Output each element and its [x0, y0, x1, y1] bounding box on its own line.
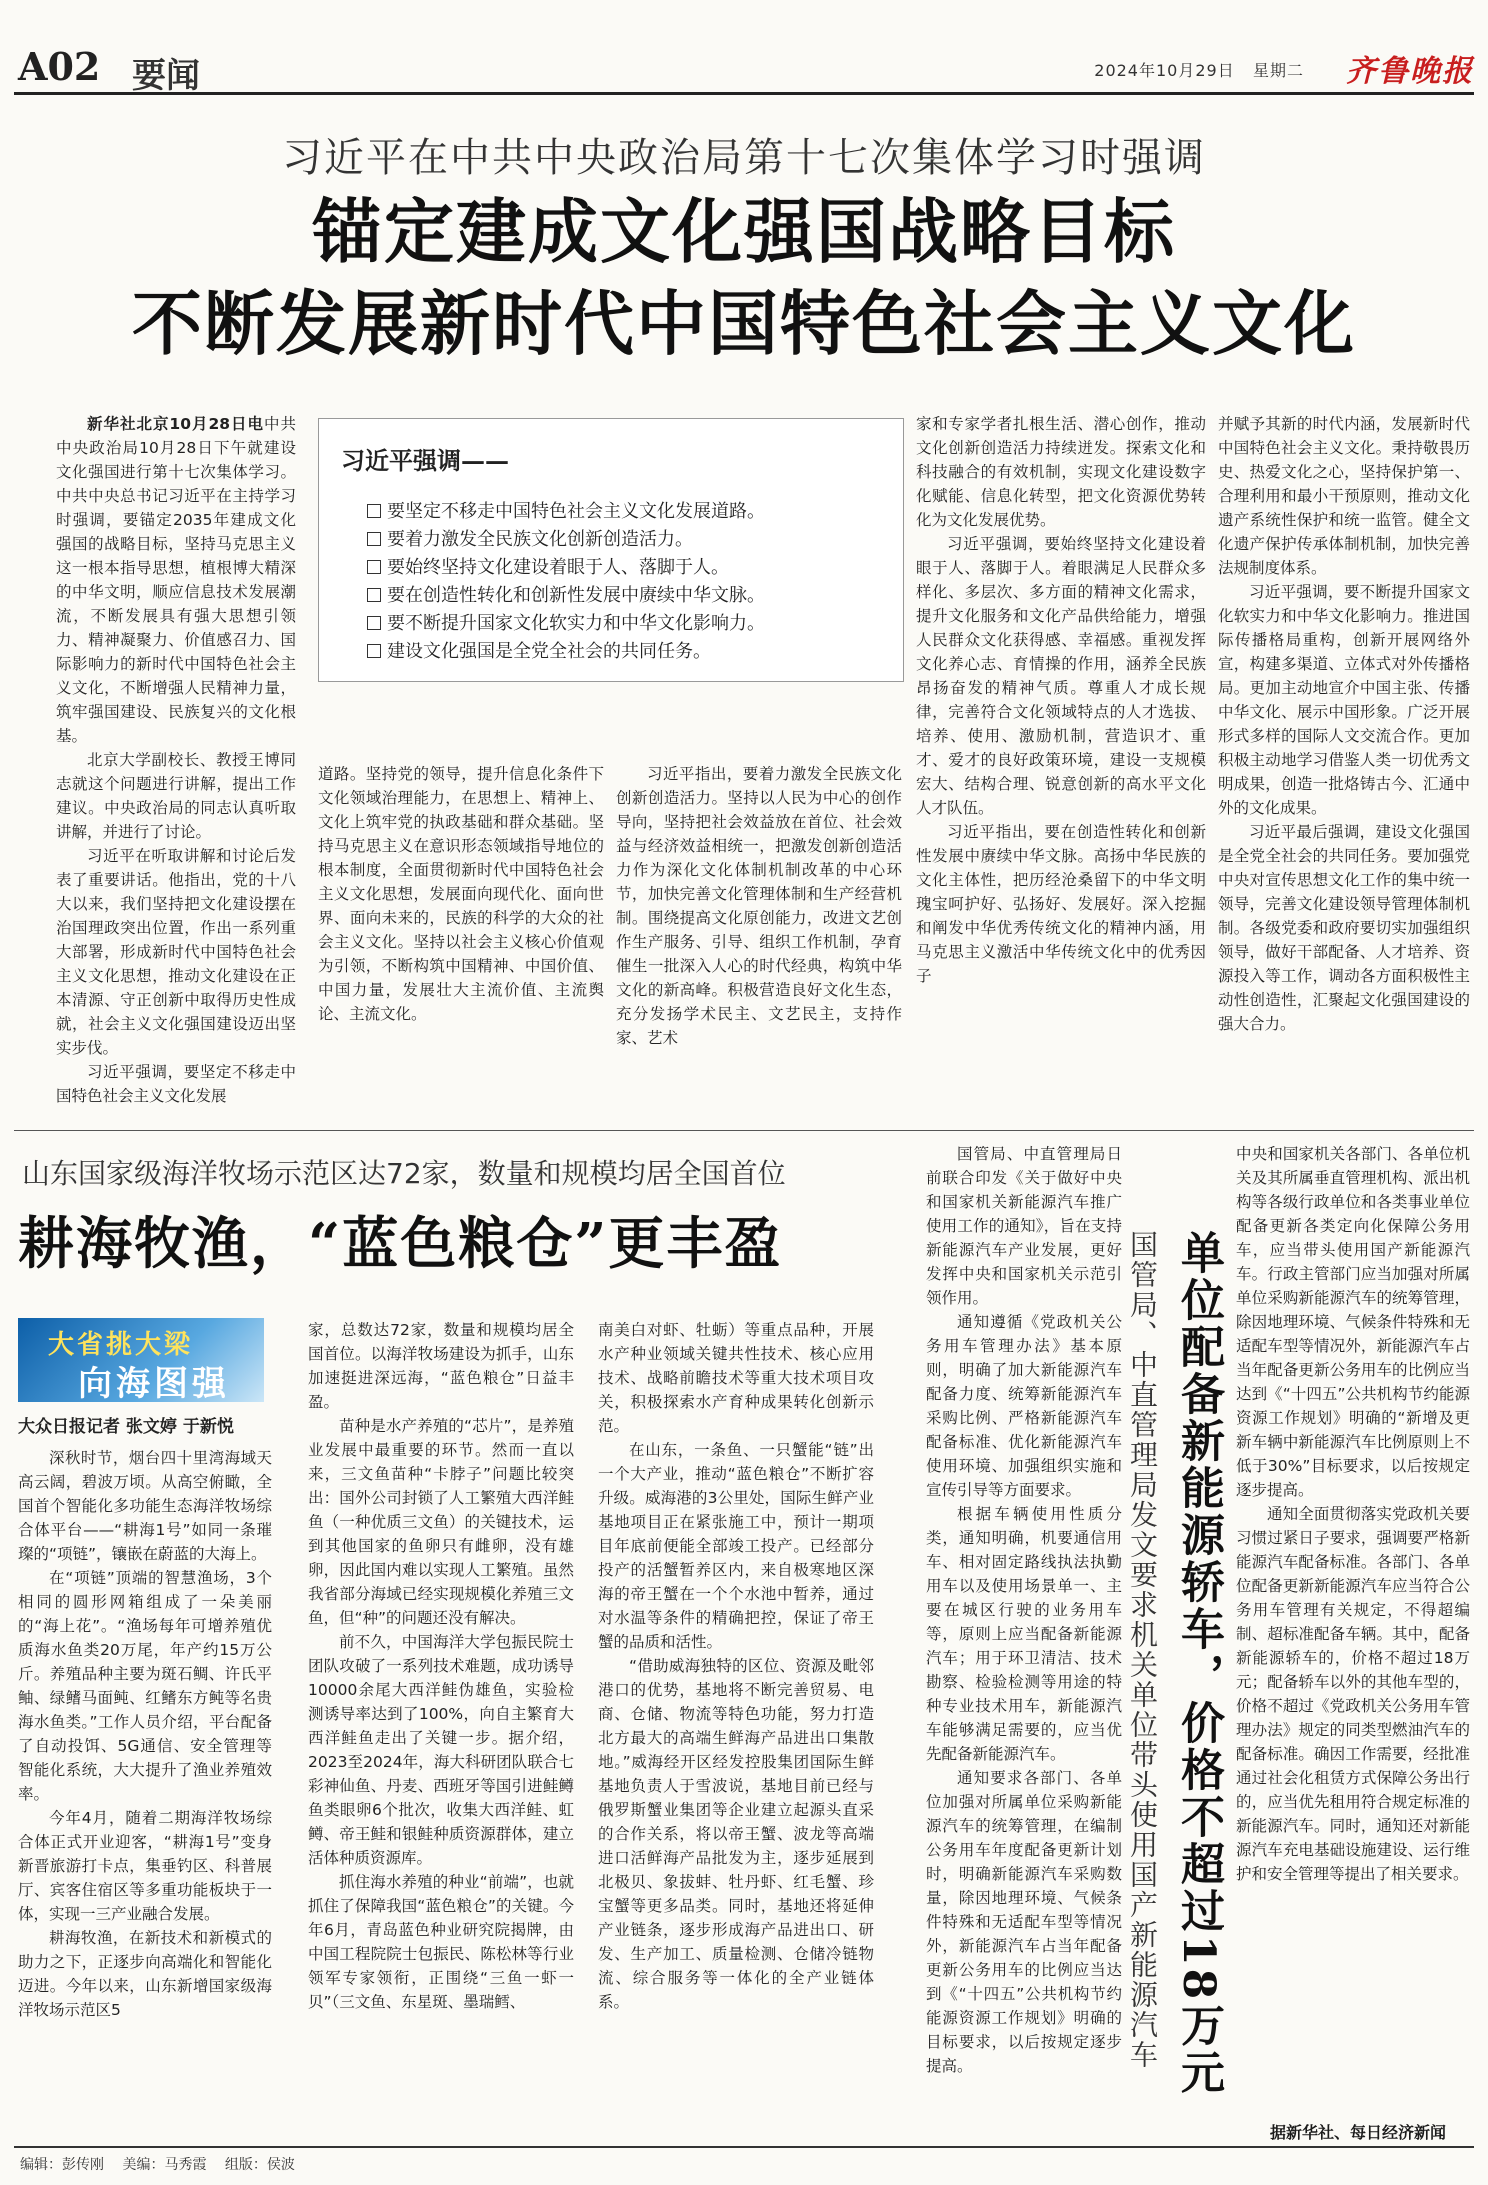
- paragraph: 习近平最后强调，建设文化强国是全党全社会的共同任务。要加强党中央对宣传思想文化工作的集中统一领导，完善文化建设领导管理体制机制。各级党委和政府要切实加强组织领导，做好干部配备、人才培养、资源投入等工作，调动各方面积极性主动性创造性，汇聚起文化强国建设的强大合力。: [1218, 823, 1470, 1033]
- story1-column-5: [1218, 412, 1470, 1060]
- column-banner: [18, 1318, 264, 1402]
- issue-date: [1094, 58, 1304, 81]
- paragraph: 道路。坚持党的领导，提升信息化条件下文化领域治理能力，在思想上、精神上、文化上筑牢党的执政基础和群众基础。坚持马克思主义在意识形态领域指导地位的根本制度，全面贯彻新时代中国特色社会主义文化思想，发展面向现代化、面向世界、面向未来的，民族的科学的大众的社会主义文化。坚持以社会主义核心价值观为引领，不断构筑中国精神、中国价值、中国力量，发展壮大主流价值、主流舆论、主流文化。: [318, 765, 604, 1023]
- paragraph: 并赋予其新的时代内涵，发展新时代中国特色社会主义文化。秉持敬畏历史、热爱文化之心，坚持保护第一、合理利用和最小干预原则，推动文化遗产系统性保护和统一监管。健全文化遗产保护传承体制机制，加快完善法规制度体系。: [1218, 415, 1470, 577]
- paragraph: 中共中央政治局10月28日下午就建设文化强国进行第十七次集体学习。中共中央总书记习近平在主持学习时强调，要锚定2035年建成文化强国的战略目标，坚持马克思主义这一根本指导思想，植根博大精深的中华文明，顺应信息技术发展潮流，不断发展具有强大思想引领力、精神凝聚力、价值感召力、国际影响力的新时代中国特色社会主义文化，不断增强人民精神力量，筑牢强国建设、民族复兴的文化根基。: [56, 415, 296, 745]
- paragraph: 习近平强调，要不断提升国家文化软实力和中华文化影响力。推进国际传播格局重构，创新开展网络外宣，构建多渠道、立体式对外传播格局。更加主动地宣介中国主张、传播中华文化、展示中国形象。广泛开展形式多样的国际人文交流合作。更加积极主动地学习借鉴人类一切优秀文明成果，创造一批烙铸古今、汇通中外的文化成果。: [1218, 583, 1470, 817]
- story3-column-2: [1236, 1142, 1470, 2112]
- section-name: 要闻: [132, 56, 200, 96]
- banner-line2: 向海图强: [78, 1364, 230, 1404]
- callout-item: 要坚定不移走中国特色社会主义文化发展道路。: [367, 497, 765, 523]
- story3-credit: 据新华社、每日经济新闻: [1269, 2123, 1446, 2142]
- callout-item: 要着力激发全民族文化创新创造活力。: [367, 525, 693, 551]
- story1-headline-line1: 锚定建成文化强国战略目标: [312, 190, 1176, 273]
- callout-item: 要在创造性转化和创新性发展中赓续中华文脉。: [367, 581, 765, 607]
- paragraph: 家和专家学者扎根生活、潜心创作，推动文化创新创造活力持续迸发。探索文化和科技融合的有效机制，实现文化建设数字化赋能、信息化转型，把文化资源优势转化为文化发展优势。: [916, 415, 1206, 529]
- story1-column-2: [318, 762, 604, 1060]
- story2-kicker: 山东国家级海洋牧场示范区达72家，数量和规模均居全国首位: [22, 1157, 786, 1190]
- story1-kicker: 习近平在中共中央政治局第十七次集体学习时强调: [282, 135, 1206, 181]
- story1-column-4: [916, 412, 1206, 1060]
- paragraph: 习近平指出，要着力激发全民族文化创新创造活力。坚持以人民为中心的创作导向，坚持把社会效益放在首位、社会效益与经济效益相统一，把激发创新创造活力作为深化文化体制机制改革的中心环节，加快完善文化管理体制和生产经营机制。围绕提高文化原创能力，改进文艺创作生产服务、引导、组织工作机制，孕育催生一批深入人心的时代经典，构筑中华文化的新高峰。积极营造良好文化生态，充分发扬学术民主、文艺民主，支持作家、艺术: [616, 765, 902, 1047]
- paper-logo: 齐鲁晚报: [1346, 54, 1474, 89]
- paragraph: 国管局、中直管理局日前联合印发《关于做好中央和国家机关新能源汽车推广使用工作的通知》，旨在支持新能源汽车产业发展，更好发挥中央和国家机关示范引领作用。: [926, 1145, 1122, 1307]
- paragraph: “借助威海独特的区位、资源及毗邻港口的优势，基地将不断完善贸易、电商、仓储、物流等特色功能，努力打造北方最大的高端生鲜海产品进出口集散地。”威海经开区经发控股集团国际生鲜基地负责人于雪波说，基地目前已经与俄罗斯蟹业集团等企业建立起源头直采的合作关系，将以帝王蟹、波龙等高端进口活鲜海产品批发为主，逐步延展到北极贝、象拔蚌、牡丹虾、红毛蟹、珍宝蟹等更多品类。同时，基地还将延伸产业链条，逐步形成海产品进出口、研发、生产加工、质量检测、仓储冷链物流、综合服务等一体化的全产业链体系。: [598, 1657, 874, 2011]
- callout-item: 要始终坚持文化建设着眼于人、落脚于人。: [367, 553, 729, 579]
- footer-rule: [14, 2146, 1474, 2148]
- editor: 编辑：彭传刚: [20, 2157, 104, 2173]
- masthead: [14, 38, 1474, 95]
- story3-subhead: 国管局、中直管理局发文要求机关单位带头使用国产新能源汽车: [1126, 1230, 1159, 2070]
- paragraph: 通知要求各部门、各单位加强对所属单位采购新能源汽车的统筹管理，在编制公务用车年度配备更新计划时，明确新能源汽车采购数量，除因地理环境、气候条件特殊和无适配车型等情况外，新能源汽车占当年配备更新公务用车的比例应当达到《“十四五”公共机构节约能源资源工作规划》明确的目标要求，以后按规定逐步提高。: [926, 1769, 1122, 2075]
- paragraph: 习近平指出，要在创造性转化和创新性发展中赓续中华文脉。高扬中华民族的文化主体性，把历经沧桑留下的中华文明瑰宝呵护好、弘扬好、发展好。深入挖掘和阐发中华优秀传统文化的精神内涵，用马克思主义激活中华传统文化中的优秀因子: [916, 823, 1206, 985]
- paragraph: 在山东，一条鱼、一只蟹能“链”出一个大产业，推动“蓝色粮仓”不断扩容升级。威海港的3公里处，国际生鲜产业基地项目正在紧张施工中，预计一期项目年底前便能全部竣工投产。已经部分投产的活蟹暂养区内，来自极寒地区深海的帝王蟹在一个个水池中暂养，通过对水温等条件的精确把控，保证了帝王蟹的品质和活性。: [598, 1441, 874, 1651]
- paragraph: 习近平强调，要坚定不移走中国特色社会主义文化发展: [56, 1063, 296, 1105]
- paragraph: 今年4月，随着二期海洋牧场综合体正式开业迎客，“耕海1号”变身新晋旅游打卡点，集垂钓区、科普展厅、宾客住宿区等多重功能板块于一体，实现一三产业融合发展。: [18, 1809, 272, 1923]
- story3-headline: 单位配备新能源轿车，价格不超过18万元: [1173, 1230, 1224, 2097]
- paragraph: 通知全面贯彻落实党政机关要习惯过紧日子要求，强调要严格新能源汽车配备标准。各部门、各单位配备更新新能源汽车应当符合公务用车管理有关规定，不得超编制、超标准配备车辆。其中，配备新能源轿车的，价格不超过18万元；配备轿车以外的其他车型的，价格不超过《党政机关公务用车管理办法》规定的同类型燃油汽车的配备标准。确因工作需要，经批准通过社会化租赁方式保障公务出行的，应当优先租用符合规定标准的新能源汽车。同时，通知还对新能源汽车充电基础设施建设、运行维护和安全管理等提出了相关要求。: [1236, 1505, 1470, 1883]
- paragraph: 南美白对虾、牡蛎）等重点品种，开展水产种业领域关键共性技术、核心应用技术、战略前瞻技术等重大技术项目攻关，积极探索水产育种成果转化创新示范。: [598, 1321, 874, 1435]
- story1-column-1: [56, 412, 296, 1105]
- footer-credits: [20, 2154, 309, 2174]
- paragraph: 北京大学副校长、教授王博同志就这个问题进行讲解，提出工作建议。中央政治局的同志认真听取讲解，并进行了讨论。: [56, 751, 296, 841]
- section-divider: [14, 1130, 1474, 1131]
- story2-headline: 耕海牧渔，“蓝色粮仓”更丰盈: [18, 1211, 783, 1277]
- callout-item: 要不断提升国家文化软实力和中华文化影响力。: [367, 609, 765, 635]
- paragraph: 抓住海水养殖的种业“前端”，也就抓住了保障我国“蓝色粮仓”的关键。今年6月，青岛蓝色种业研究院揭牌，由中国工程院院士包振民、陈松林等行业领军专家领衔，正围绕“三鱼一虾一贝”（三文鱼、东星斑、墨瑞鳕、: [308, 1873, 574, 2011]
- story1-column-3: [616, 762, 902, 1060]
- paragraph: 家，总数达72家，数量和规模均居全国首位。以海洋牧场建设为抓手，山东加速挺进深远海，“蓝色粮仓”日益丰盈。: [308, 1321, 574, 1411]
- paragraph: 通知遵循《党政机关公务用车管理办法》基本原则，明确了加大新能源汽车配备力度、统筹新能源汽车采购比例、严格新能源汽车配备标准、优化新能源汽车使用环境、加强组织实施和宣传引导等方面要求。: [926, 1313, 1122, 1499]
- banner-line1: 大省挑大梁: [48, 1330, 194, 1360]
- proof: 组版：侯波: [224, 2157, 295, 2173]
- reporter-byline: 大众日报记者 张文婷 于新悦: [18, 1417, 234, 1437]
- paragraph: 习近平强调，要始终坚持文化建设着眼于人、落脚于人。着眼满足人民群众多样化、多层次、多方面的精神文化需求，提升文化服务和文化产品供给能力，增强人民群众文化获得感、幸福感。重视发挥文化养心志、育情操的作用，涵养全民族昂扬奋发的精神气质。尊重人才成长规律，完善符合文化领域特点的人才选拔、培养、使用、激励机制，营造识才、重才、爱才的良好政策环境，建设一支规模宏大、结构合理、锐意创新的高水平文化人才队伍。: [916, 535, 1206, 817]
- date: 2024年10月29日: [1094, 61, 1235, 80]
- paragraph: 在“项链”顶端的智慧渔场，3个相同的圆形网箱组成了一朵美丽的“海上花”。“渔场每年可增养殖优质海水鱼类20万尾，年产约15万公斤。养殖品种主要为斑石鲷、许氏平鲉、绿鳍马面鲀、红鳍东方鲀等名贵海水鱼类。”工作人员介绍，平台配备了自动投饵、5G通信、安全管理等智能化系统，大大提升了渔业养殖效率。: [18, 1569, 272, 1803]
- story2-column-2: [308, 1318, 574, 2136]
- story1-headline-line2: 不断发展新时代中国特色社会主义文化: [132, 282, 1356, 365]
- designer: 美编：马秀霞: [122, 2157, 207, 2173]
- callout-title: 习近平强调——: [341, 446, 509, 475]
- weekday: 星期二: [1252, 61, 1304, 80]
- story3-column-1: [926, 1142, 1122, 2136]
- paragraph: 中央和国家机关各部门、各单位机关及其所属垂直管理机构、派出机构等各级行政单位和各类事业单位配备更新各类定向化保障公务用车，应当带头使用国产新能源汽车。行政主管部门应当加强对所属单位采购新能源汽车的统筹管理，除因地理环境、气候条件特殊和无适配车型等情况外，新能源汽车占当年配备更新公务用车的比例应当达到《“十四五”公共机构节约能源资源工作规划》明确的“新增及更新车辆中新能源汽车比例原则上不低于30%”目标要求，以后按规定逐步提高。: [1236, 1145, 1470, 1499]
- page-code: A02: [18, 44, 101, 89]
- paragraph: 耕海牧渔，在新技术和新模式的助力之下，正逐步向高端化和智能化迈进。今年以来，山东新增国家级海洋牧场示范区5: [18, 1929, 272, 2019]
- paragraph: 前不久，中国海洋大学包振民院士团队攻破了一系列技术难题，成功诱导10000余尾大西洋鲑伪雄鱼，实验检测诱导率达到了100%，向自主繁育大西洋鲑鱼走出了关键一步。据介绍，2023至2024年，海大科研团队联合七彩神仙鱼、丹麦、西班牙等国引进鲑鳟鱼类眼卵6个批次，收集大西洋鲑、虹鳟、帝王鲑和银鲑种质资源群体，建立活体种质资源库。: [308, 1633, 574, 1867]
- story2-column-3: [598, 1318, 874, 2136]
- story2-column-1: [18, 1446, 272, 2136]
- paragraph: 习近平在听取讲解和讨论后发表了重要讲话。他指出，党的十八大以来，我们坚持把文化建设摆在治国理政突出位置，作出一系列重大部署，形成新时代中国特色社会主义文化思想，推动文化建设在正本清源、守正创新中取得历史性成就，社会主义文化强国建设迈出坚实步伐。: [56, 847, 296, 1057]
- callout-box: [318, 418, 904, 682]
- paragraph: 根据车辆使用性质分类，通知明确，机要通信用车、相对固定路线执法执勤用车以及使用场景单一、主要在城区行驶的业务用车等，原则上应当配备新能源汽车；用于环卫清洁、技术勘察、检验检测等用途的特种专业技术用车，新能源汽车能够满足需要的，应当优先配备新能源汽车。: [926, 1505, 1122, 1763]
- paragraph: 苗种是水产养殖的“芯片”，是养殖业发展中最重要的环节。然而一直以来，三文鱼苗种“卡脖子”问题比较突出：国外公司封锁了人工繁殖大西洋鲑鱼（一种优质三文鱼）的关键技术，运到其他国家的鱼卵只有雌卵，没有雄卵，因此国内难以实现人工繁殖。虽然我省部分海域已经实现规模化养殖三文鱼，但“种”的问题还没有解决。: [308, 1417, 574, 1627]
- callout-item: 建设文化强国是全党全社会的共同任务。: [367, 637, 711, 663]
- dateline: 新华社北京10月28日电: [87, 415, 264, 433]
- paragraph: 深秋时节，烟台四十里湾海域天高云阔，碧波万顷。从高空俯瞰，全国首个智能化多功能生态海洋牧场综合体平台——“耕海1号”如同一条璀璨的“项链”，镶嵌在蔚蓝的大海上。: [18, 1449, 272, 1563]
